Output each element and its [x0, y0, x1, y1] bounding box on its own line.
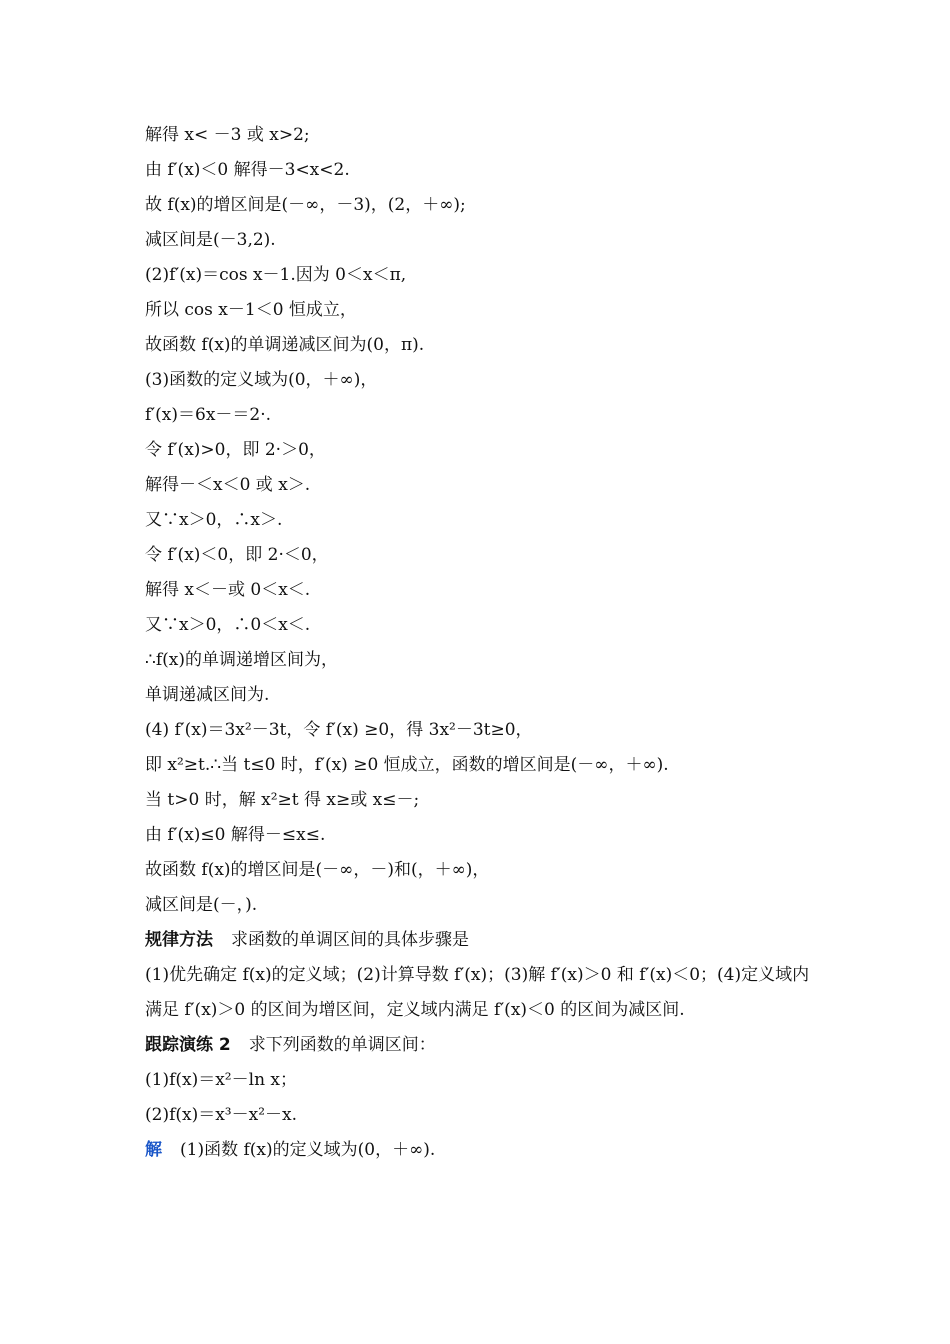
text-line: 令 f′(x)＜0，即 2·＜0，: [145, 545, 329, 565]
text-line: 解得 x＜－或 0＜x＜.: [145, 580, 311, 600]
text-line: (4) f′(x)＝3x²－3t，令 f′(x) ≥0，得 3x²－3t≥0，: [145, 720, 533, 740]
exercise-heading: [145, 1028, 825, 1063]
exercise-item: (1)f(x)＝x²－ln x；: [145, 1070, 298, 1090]
text-line: 解得－＜x＜0 或 x＞.: [145, 475, 311, 495]
method-body: (1)优先确定 f(x)的定义域；(2)计算导数 f′(x)；(3)解 f′(x)＞0 和 f′(x)＜0；(4)定义域内满足 f′(x)＞0 的区间为增区间，定义域内满足 f′(x)＜0 的区间为减区间.: [145, 965, 810, 1020]
text-line: ∴f(x)的单调递增区间为，: [145, 650, 338, 670]
solution-line: [145, 1133, 825, 1168]
text-line: (3)函数的定义域为(0，＋∞)，: [145, 370, 378, 390]
exercise-label: 跟踪演练 2: [145, 1035, 231, 1055]
text-line: 由 f′(x)≤0 解得－≤x≤.: [145, 825, 326, 845]
text-line: 令 f′(x)>0，即 2·＞0，: [145, 440, 326, 460]
text-line: 又∵x＞0，∴x＞.: [145, 510, 283, 530]
method-label: 规律方法: [145, 930, 213, 950]
method-title: 求函数的单调区间的具体步骤是: [231, 930, 469, 950]
text-line: (2)f′(x)＝cos x－1.因为 0＜x＜π,: [145, 265, 407, 285]
text-line: 减区间是(－3,2).: [145, 230, 276, 250]
text-line: 减区间是(－，).: [145, 895, 258, 915]
text-line: 解得 x< －3 或 x>2;: [145, 125, 310, 145]
text-line: 所以 cos x－1＜0 恒成立，: [145, 300, 357, 320]
text-line: 即 x²≥t.∴当 t≤0 时，f′(x) ≥0 恒成立，函数的增区间是(－∞，＋∞).: [145, 755, 669, 775]
text-line: 又∵x＞0，∴0＜x＜.: [145, 615, 311, 635]
exercise-item: (2)f(x)＝x³－x²－x.: [145, 1105, 298, 1125]
solution-label: 解: [145, 1140, 162, 1160]
text-line: 故 f(x)的增区间是(－∞，－3)，(2，＋∞);: [145, 195, 466, 215]
exercise-title: 求下列函数的单调区间：: [248, 1035, 436, 1055]
method-heading: [145, 923, 825, 958]
text-line: f′(x)＝6x－＝2·.: [145, 405, 272, 425]
text-line: 当 t>0 时，解 x²≥t 得 x≥或 x≤－;: [145, 790, 420, 810]
solution-text: (1)函数 f(x)的定义域为(0，＋∞).: [180, 1140, 436, 1160]
document-page: [145, 118, 825, 1168]
text-line: 故函数 f(x)的单调递减区间为(0，π).: [145, 335, 425, 355]
text-line: 由 f′(x)＜0 解得－3<x<2.: [145, 160, 350, 180]
text-line: 单调递减区间为.: [145, 685, 270, 705]
text-line: 故函数 f(x)的增区间是(－∞，－)和(，＋∞)，: [145, 860, 490, 880]
